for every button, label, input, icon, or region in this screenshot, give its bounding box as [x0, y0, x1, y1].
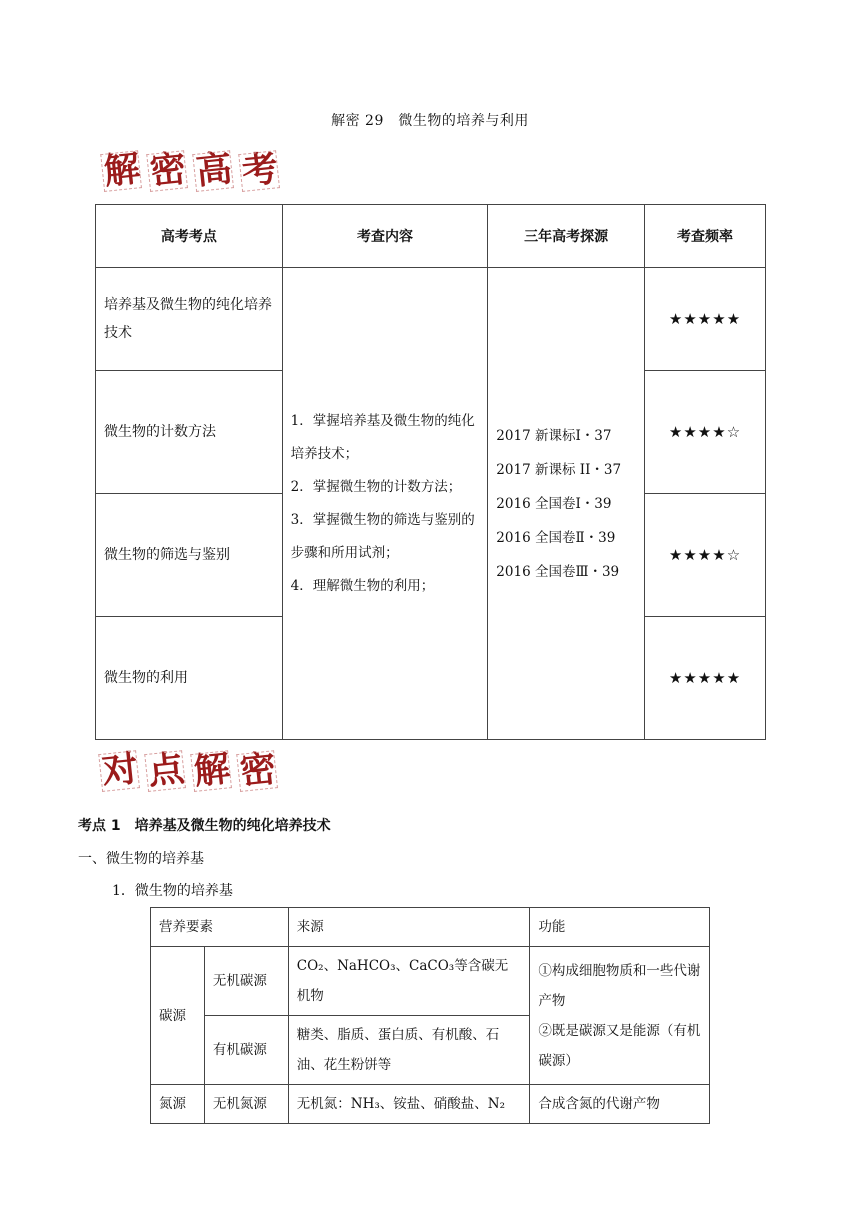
- banner-char: 解: [98, 146, 146, 194]
- culture-medium-table: [150, 907, 710, 1124]
- organic-carbon-source: 糖类、脂质、蛋白质、有机酸、石油、花生粉饼等: [288, 1016, 530, 1085]
- source-line: 2016 全国卷Ⅱ・39: [496, 529, 616, 546]
- source-line: 2016 全国卷Ⅲ・39: [496, 563, 620, 580]
- point-cell: 微生物的计数方法: [96, 371, 283, 494]
- carbon-label: 碳源: [151, 947, 205, 1085]
- nitrogen-label: 氮源: [151, 1085, 205, 1124]
- kaodian-heading: 考点 1 培养基及微生物的纯化培养技术: [78, 818, 331, 834]
- banner-duidian-jiemi: [98, 748, 280, 792]
- frequency-stars: ★★★★☆: [645, 371, 766, 494]
- organic-carbon-label: 有机碳源: [204, 1016, 288, 1085]
- source-line: 2017 新课标Ⅰ・37: [496, 427, 612, 444]
- banner-char: 高: [190, 146, 238, 194]
- point-cell: 微生物的利用: [96, 617, 283, 740]
- point-cell: 微生物的筛选与鉴别: [96, 494, 283, 617]
- function-line: ①构成细胞物质和一些代谢产物: [538, 962, 701, 1009]
- header-kaodian: 高考考点: [96, 205, 283, 268]
- header-source: 三年高考探源: [488, 205, 645, 268]
- header-function: 功能: [530, 908, 710, 947]
- inorganic-carbon-source: CO₂、NaHCO₃、CaCO₃等含碳无机物: [288, 947, 530, 1016]
- frequency-stars: ★★★★☆: [645, 494, 766, 617]
- content-line: 4．理解微生物的利用；: [290, 577, 435, 594]
- banner-char: 密: [234, 746, 282, 794]
- header-content: 考查内容: [282, 205, 488, 268]
- content-line: 2．掌握微生物的计数方法；: [290, 478, 462, 495]
- inorganic-nitrogen-source: 无机氮：NH₃、铵盐、硝酸盐、N₂: [288, 1085, 530, 1124]
- source-cell: [488, 268, 645, 740]
- banner-jiemi-gaokao: [100, 148, 282, 192]
- source-line: 2016 全国卷Ⅰ・39: [496, 495, 612, 512]
- inorganic-carbon-label: 无机碳源: [204, 947, 288, 1016]
- content-cell: [282, 268, 488, 740]
- page-title: 解密 29 微生物的培养与利用: [331, 113, 529, 129]
- frequency-stars: ★★★★★: [645, 617, 766, 740]
- banner-char: 解: [188, 746, 236, 794]
- nitrogen-function: 合成含氮的代谢产物: [530, 1085, 710, 1124]
- banner-char: 对: [96, 746, 144, 794]
- function-line: ②既是碳源又是能源（有机碳源）: [538, 1022, 701, 1069]
- content-line: 1．掌握培养基及微生物的纯化培养技术；: [290, 412, 475, 462]
- subsection-heading: 1．微生物的培养基: [112, 883, 233, 899]
- inorganic-nitrogen-label: 无机氮源: [204, 1085, 288, 1124]
- carbon-function: [530, 947, 710, 1085]
- header-nutrient: 营养要素: [151, 908, 289, 947]
- header-source: 来源: [288, 908, 530, 947]
- section-heading: 一、微生物的培养基: [78, 851, 204, 867]
- banner-char: 点: [142, 746, 190, 794]
- banner-char: 密: [144, 146, 192, 194]
- exam-overview-table: [95, 204, 766, 740]
- header-frequency: 考查频率: [645, 205, 766, 268]
- banner-char: 考: [236, 146, 284, 194]
- content-line: 3．掌握微生物的筛选与鉴别的步骤和所用试剂；: [290, 511, 475, 561]
- frequency-stars: ★★★★★: [645, 268, 766, 371]
- point-cell: 培养基及微生物的纯化培养技术: [96, 268, 283, 371]
- source-line: 2017 新课标 II・37: [496, 461, 622, 478]
